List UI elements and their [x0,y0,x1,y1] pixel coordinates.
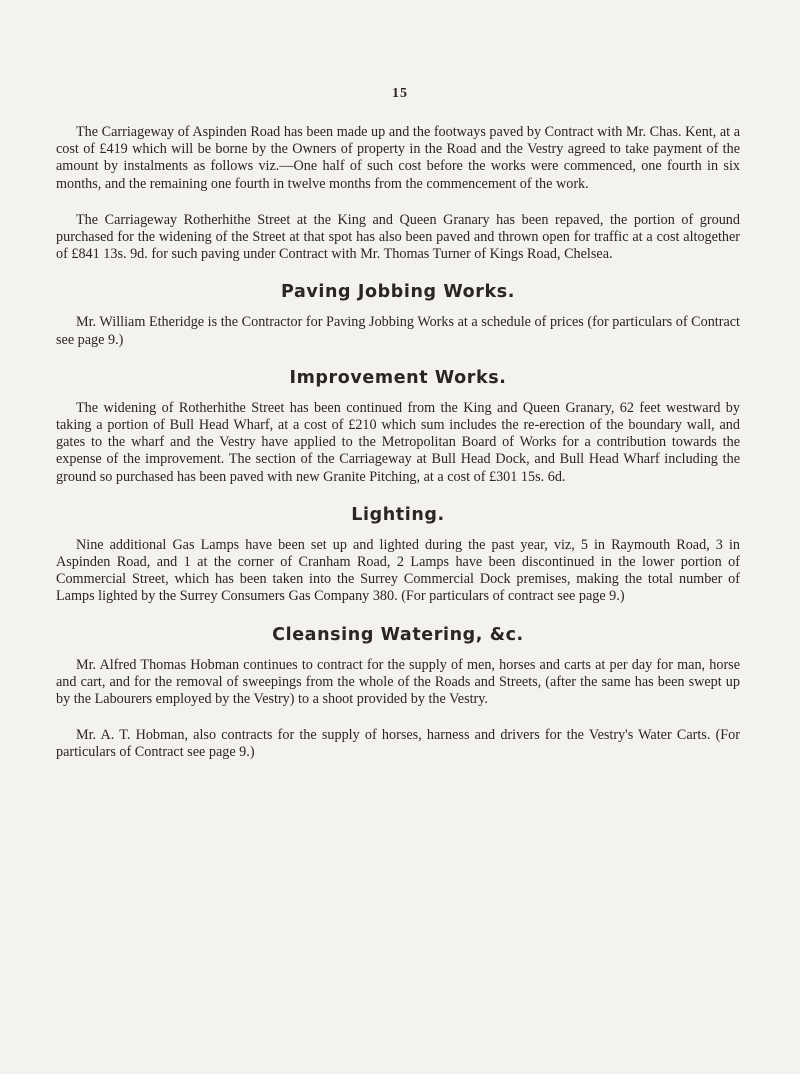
document-body [56,124,740,781]
paragraph-lighting: Nine additional Gas Lamps have been set up and lighted during the past year, viz, 5 in Raymouth Road, 3 in Aspinden Road, and 1 at the corner of Cranham Road, 2 Lamps have been discontinued in the lower portion of Commercial Street, which has been taken into the Surrey Commercial Dock premises, making the total number of Lamps lighted by the Surrey Consumers Gas Company 380. (For particulars of contract see page 9.) [56,536,740,605]
paragraph-rotherhithe-street: The Carriageway Rotherhithe Street at the King and Queen Granary has been repaved, the portion of ground purchased for the widening of the Street at that spot has also been paved and thrown open for traffic at a cost altogether of £841 13s. 9d. for such paving under Contract with Mr. Thomas Turner of Kings Road, Chelsea. [56,211,740,263]
paragraph-improvement: The widening of Rotherhithe Street has been continued from the King and Queen Granary, 62 feet westward by taking a portion of Bull Head Wharf, at a cost of £210 which sum includes the re-erection of the boundary wall, and gates to the wharf and the Vestry have applied to the Metropolitan Board of Works for a contribution towards the expense of the improvement. The section of the Carriageway at Bull Head Dock, and Bull Head Wharf including the ground so purchased has been paved with new Granite Pitching, at a cost of £301 15s. 6d. [56,399,740,485]
heading-improvement-works: Improvement Works. [289,367,507,388]
paragraph-cleansing-contract: Mr. Alfred Thomas Hobman continues to contract for the supply of men, horses and carts at per day for man, horse and cart, and for the removal of sweepings from the whole of the Roads and Streets, (after the same has been swept up by the Labourers employed by the Vestry) to a shoot provided by the Vestry. [56,656,740,708]
heading-cleansing-watering: Cleansing Watering, &c. [272,624,524,645]
paragraph-water-carts: Mr. A. T. Hobman, also contracts for the supply of horses, harness and drivers for the Vestry's Water Carts. (For particulars of Contract see page 9.) [56,727,740,761]
heading-paving-jobbing-works: Paving Jobbing Works. [281,282,515,303]
page-number: 15 [392,86,408,101]
paragraph-aspinden-road: The Carriageway of Aspinden Road has been made up and the footways paved by Contract with Mr. Chas. Kent, at a cost of £419 which will be borne by the Owners of property in the Road and the Vestry agreed to take payment of the amount by instalments as follows viz.—One half of such cost before the works were commenced, one fourth in six months, and the remaining one fourth in twelve months from the commencement of the work. [56,124,740,192]
paragraph-paving-jobbing: Mr. William Etheridge is the Contractor for Paving Jobbing Works at a schedule of prices (for particulars of Contract see page 9.) [56,314,740,348]
heading-lighting: Lighting. [351,504,445,525]
